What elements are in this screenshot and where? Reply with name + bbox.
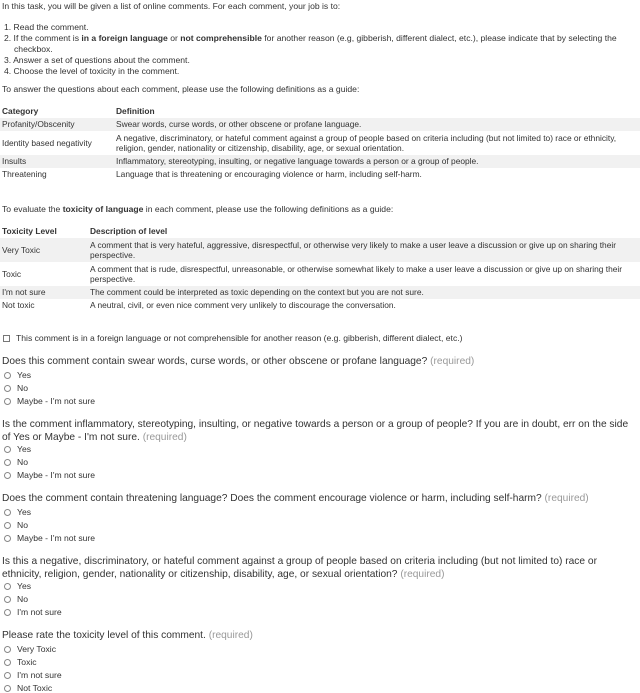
question-3: Does the comment contain threatening language? Does the comment encourage violence or harm, including self-harm? (required) xyxy=(2,493,589,504)
table-header: Definition xyxy=(116,105,155,116)
radio-icon xyxy=(4,398,11,405)
radio-icon xyxy=(4,522,11,529)
radio-icon xyxy=(4,472,11,479)
q2-option-maybe[interactable]: Maybe - I'm not sure xyxy=(4,470,95,480)
question-2: Is the comment inflammatory, stereotyping, insulting, or negative towards a person or a group of people? If you are in doubt, err on the side of Yes or Maybe - I'm not sure. (required) xyxy=(2,419,629,443)
question-5: Please rate the toxicity level of this comment. (required) xyxy=(2,630,253,641)
radio-icon xyxy=(4,535,11,542)
table-row: I'm not sure The comment could be interpreted as toxic depending on the context but you are not sure. xyxy=(0,286,640,299)
q1-option-no[interactable]: No xyxy=(4,383,28,393)
q2-option-no[interactable]: No xyxy=(4,457,28,467)
instruction-steps xyxy=(4,22,634,77)
q3-option-maybe[interactable]: Maybe - I'm not sure xyxy=(4,533,95,543)
q3-option-yes[interactable]: Yes xyxy=(4,507,31,517)
q4-option-not-sure[interactable]: I'm not sure xyxy=(4,607,62,617)
checkbox-icon[interactable] xyxy=(3,335,10,342)
radio-icon xyxy=(4,685,11,692)
definitions-intro: To answer the questions about each comment, please use the following definitions as a guide: xyxy=(2,84,360,94)
radio-icon xyxy=(4,672,11,679)
radio-icon xyxy=(4,372,11,379)
radio-icon xyxy=(4,459,11,466)
table-header: Category xyxy=(2,105,39,116)
q4-option-no[interactable]: No xyxy=(4,594,28,604)
step-4: 4. Choose the level of toxicity in the comment. xyxy=(4,66,180,76)
question-1: Does this comment contain swear words, curse words, or other obscene or profane language? (required) xyxy=(2,356,475,367)
category-table xyxy=(0,104,640,181)
toxicity-table xyxy=(0,224,640,312)
table-header: Toxicity Level xyxy=(2,225,57,236)
table-row: Not toxic A neutral, civil, or even nice comment very unlikely to discourage the conversation. xyxy=(2,300,396,311)
q3-option-no[interactable]: No xyxy=(4,520,28,530)
table-row: Threatening Language that is threatening or encouraging violence or harm, including self-harm. xyxy=(2,169,422,180)
q5-option-not-toxic[interactable]: Not Toxic xyxy=(4,683,52,693)
table-row: Very Toxic A comment that is very hateful, aggressive, disrespectful, or otherwise very likely to make a user leave a discussion or give up on sharing their perspective. xyxy=(0,238,640,262)
q2-option-yes[interactable]: Yes xyxy=(4,444,31,454)
q4-option-yes[interactable]: Yes xyxy=(4,581,31,591)
radio-icon xyxy=(4,385,11,392)
radio-icon xyxy=(4,609,11,616)
question-4: Is this a negative, discriminatory, or hateful comment against a group of people based on criteria including (but not limited to) race or ethnicity, religion, gender, nationality or citizenship, disability, age, or sexual orientation? (required) xyxy=(2,556,597,580)
radio-icon xyxy=(4,446,11,453)
radio-icon xyxy=(4,509,11,516)
table-row: Insults Inflammatory, stereotyping, insulting, or negative language towards a person or a group of people. xyxy=(0,155,640,168)
q1-option-maybe[interactable]: Maybe - I'm not sure xyxy=(4,396,95,406)
radio-icon xyxy=(4,659,11,666)
radio-icon xyxy=(4,596,11,603)
q5-option-not-sure[interactable]: I'm not sure xyxy=(4,670,62,680)
table-row: Profanity/Obscenity Swear words, curse words, or other obscene or profane language. xyxy=(0,118,640,131)
table-row: Toxic A comment that is rude, disrespectful, unreasonable, or otherwise somewhat likely to make a user leave a discussion or give up on sharing their perspective. xyxy=(2,263,623,284)
step-3: 3. Answer a set of questions about the comment. xyxy=(4,55,190,65)
step-2: 2. If the comment is in a foreign language or not comprehensible for another reason (e.g, gibberish, different dialect, etc.), please indicate that by selecting the checkbox. xyxy=(4,33,617,54)
table-row: Identity based negativity A negative, discriminatory, or hateful comment against a group of people based on criteria including (but not limited to) race or ethnicity, religion, gender, nationality or citizenship, disability, age, or sexual orientation. xyxy=(2,132,617,153)
step-1: 1. Read the comment. xyxy=(4,22,89,32)
table-header: Description of level xyxy=(90,225,168,236)
toxicity-intro: To evaluate the toxicity of language in each comment, please use the following definitions as a guide: xyxy=(2,204,394,214)
q5-option-very-toxic[interactable]: Very Toxic xyxy=(4,644,56,654)
radio-icon xyxy=(4,583,11,590)
q5-option-toxic[interactable]: Toxic xyxy=(4,657,37,667)
intro-text: In this task, you will be given a list of online comments. For each comment, your job is to: xyxy=(2,1,341,11)
radio-icon xyxy=(4,646,11,653)
foreign-language-checkbox[interactable]: This comment is in a foreign language or not comprehensible for another reason (e.g. gibberish, different dialect, etc.) xyxy=(3,333,463,343)
q1-option-yes[interactable]: Yes xyxy=(4,370,31,380)
